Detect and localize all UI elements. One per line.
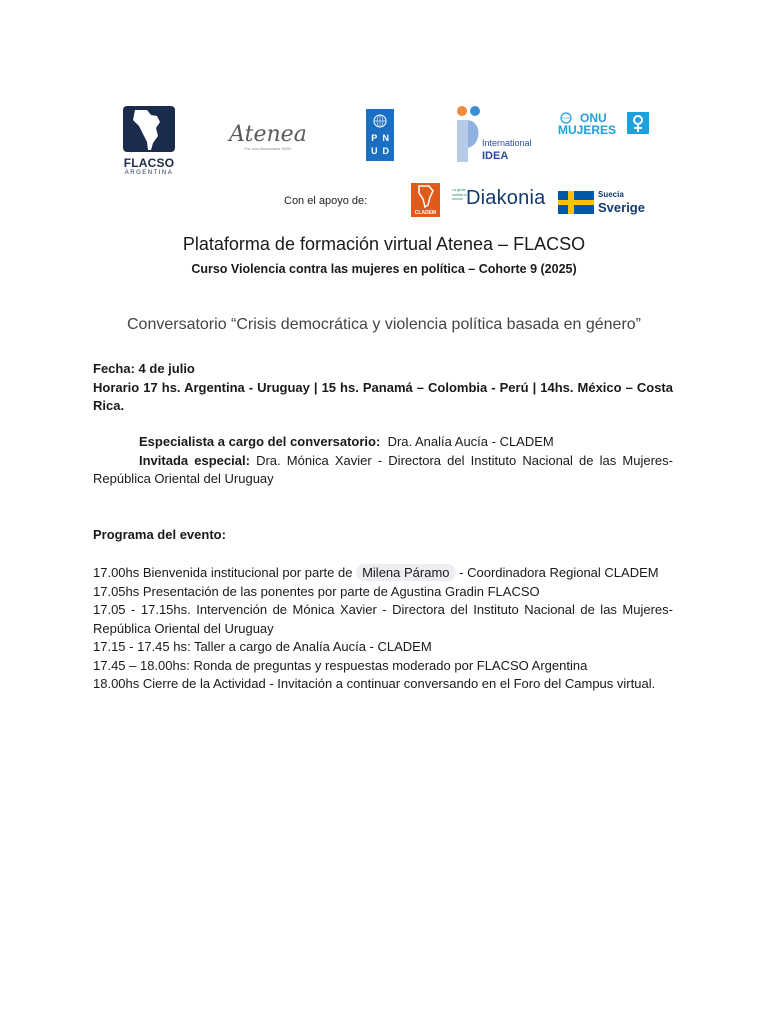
un-emblem-icon [560, 112, 578, 124]
horario-line [93, 379, 673, 416]
pnud-letter: U [371, 146, 378, 156]
atenea-wordmark: Atenea [229, 122, 307, 147]
horario-text: Horario 17 hs. Argentina - Uruguay | 15 hs. Panamá – Colombia - Perú | 14hs. México – Costa Rica. [93, 379, 673, 413]
cladem-map-icon [411, 183, 440, 209]
program-item: 18.00hs Cierre de la Actividad - Invitación a continuar conversando en el Foro del Campus virtual. [93, 676, 656, 691]
program-item: 17.05hs Presentación de las ponentes por parte de Agustina Gradin FLACSO [93, 583, 540, 599]
program-list [93, 564, 673, 694]
onu-mujeres-word: MUJERES [558, 123, 617, 137]
program-item: 17.05 - 17.15hs. Intervención de Mónica Xavier - Directora del Instituto Nacional de las Mujeres- República Oriental del Uruguay [93, 602, 673, 636]
flacso-map-icon [123, 106, 175, 152]
onu-line1: ONU [580, 111, 607, 125]
pnud-letter: N [382, 133, 389, 143]
swedish-flag-icon [558, 191, 594, 214]
women-symbol-icon [627, 112, 649, 134]
fecha-line [93, 360, 673, 379]
idea-line1: International [482, 138, 532, 148]
page-title: Plataforma de formación virtual Atenea – FLACSO [182, 234, 586, 254]
sverige-line2: Sverige [598, 200, 645, 215]
idea-symbol-icon [454, 104, 484, 164]
program-item: 17.15 - 17.45 hs: Taller a cargo de Analía Aucía - CLADEM [93, 639, 432, 654]
cladem-name: CLADEM [414, 210, 437, 216]
program-item-text: 17.00hs Bienvenida institucional por parte de [93, 565, 353, 580]
onu-mujeres-logo [558, 112, 650, 140]
invitada-label: Invitada especial: [139, 452, 250, 468]
atenea-logo [220, 124, 316, 158]
program-item [93, 564, 673, 583]
idea-logo [454, 104, 534, 164]
program-item-text: - Coordinadora Regional CLADEM [459, 565, 659, 580]
especialista-label: Especialista a cargo del conversatorio: [139, 434, 381, 449]
invitada-line [93, 452, 673, 489]
fecha-value: 4 de julio [138, 361, 195, 376]
person-chip[interactable]: Milena Páramo [356, 564, 455, 581]
especialista-value: Dra. Analía Aucía - CLADEM [387, 434, 554, 449]
flacso-subname: ARGENTINA [124, 170, 174, 176]
event-title: Conversatorio “Crisis democrática y violencia política basada en género” [126, 316, 642, 333]
flacso-name: FLACSO [123, 156, 175, 170]
un-emblem-icon [371, 113, 389, 129]
pnud-logo [366, 109, 394, 161]
course-subtitle: Curso Violencia contra las mujeres en política – Cohorte 9 (2025) [191, 262, 577, 276]
sverige-line1: Suecia [598, 190, 624, 199]
program-heading [93, 526, 673, 545]
sverige-logo [558, 189, 650, 217]
pnud-letter: P [371, 133, 378, 143]
diakonia-tagline: La gente cambia el mundo [452, 188, 467, 201]
program-item: 17.45 – 18.00hs: Ronda de preguntas y respuestas moderado por FLACSO Argentina [93, 657, 588, 673]
speakers [93, 433, 673, 489]
program-heading-text: Programa del evento: [93, 527, 226, 542]
fecha-label: Fecha: [93, 361, 135, 376]
event-details [93, 360, 673, 416]
invitada-value: Dra. Mónica Xavier - Directora del Instituto Nacional de las Mujeres- República Oriental del Uruguay [93, 452, 673, 486]
pnud-letter: D [382, 146, 389, 156]
logo-header [0, 0, 768, 230]
flacso-logo [118, 106, 180, 182]
cladem-logo [411, 183, 440, 217]
diakonia-wordmark: Diakonia [466, 187, 546, 209]
onu-line2 [558, 124, 650, 137]
support-label: Con el apoyo de: [284, 195, 368, 207]
especialista-line [93, 433, 673, 452]
diakonia-logo [452, 186, 552, 214]
idea-line2: IDEA [482, 150, 509, 162]
atenea-tagline: Por una democracia 50/50 [244, 146, 292, 151]
